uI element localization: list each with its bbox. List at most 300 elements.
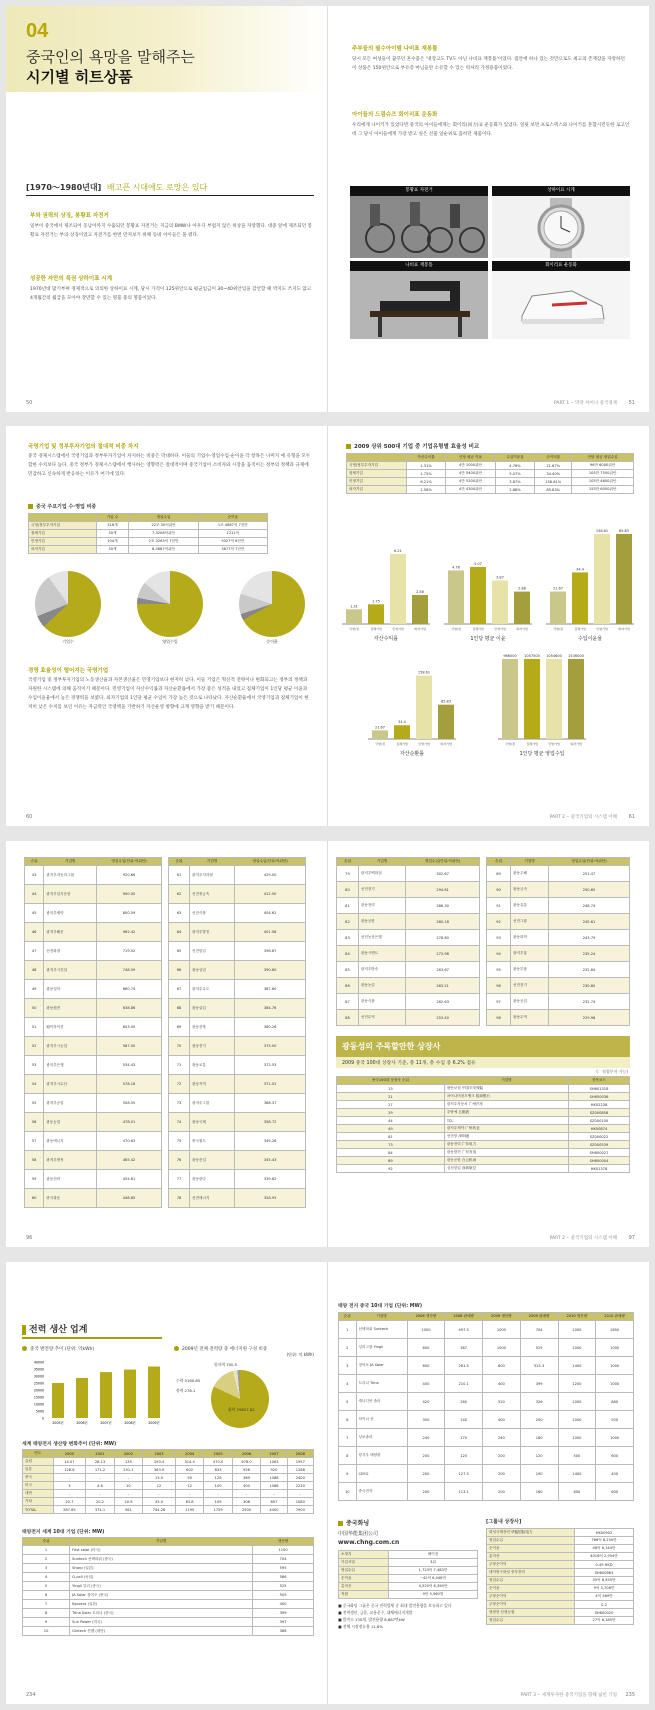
table-row — [339, 1429, 634, 1447]
table-cell: 60 — [25, 1189, 44, 1208]
table-row — [337, 882, 480, 898]
cell: 민영기업 — [347, 478, 407, 486]
table-cell: 74 — [169, 1113, 190, 1132]
table-cell: 4016억 2,954만 — [575, 1553, 634, 1561]
chart-bar — [76, 1378, 88, 1418]
table-cell: 50 — [175, 1474, 203, 1482]
table-cell: 128 — [204, 1474, 232, 1482]
table-cell: 926 — [232, 1466, 260, 1474]
table-row — [339, 1575, 478, 1583]
bar-category-label: 민영기업 — [494, 627, 506, 631]
cell: 국영/정부투자기업 — [347, 462, 407, 470]
chart-bar — [546, 659, 562, 739]
table-row — [23, 1591, 314, 1600]
table-cell: 429.00 — [235, 866, 306, 885]
cell: 4만 1000위안 — [446, 462, 496, 470]
table-cell: 1100 — [253, 1546, 314, 1555]
table-header-cell: 2007 — [261, 1450, 287, 1458]
table-row — [337, 978, 480, 994]
y-tick-label: 5000 — [35, 1409, 44, 1414]
table-cell: 43.0 — [143, 1498, 176, 1506]
cell: 1.31% — [406, 462, 445, 470]
table-row — [23, 1627, 314, 1636]
table-cell: 83 — [337, 930, 359, 946]
section-heading-text: 배고픈 시대에도 로망은 있다 — [106, 183, 208, 192]
table-cell: 7900 — [287, 1506, 313, 1514]
table-cell: Gintech 진톈 (대만) — [70, 1627, 253, 1636]
table-cell: 51 — [25, 1018, 44, 1037]
table-row — [339, 1551, 478, 1559]
table-cell: 89 — [487, 866, 511, 882]
x-tick-label: 2006년 — [76, 1421, 88, 1425]
table-cell: 광저우시건설 — [44, 961, 97, 980]
table-cell: 82 — [337, 914, 359, 930]
table-cell: 광저우그룹 — [189, 1094, 234, 1113]
table-cell: 561 — [114, 1506, 142, 1514]
table-cell: 79 — [337, 866, 359, 882]
cell: 2.88% — [495, 486, 534, 494]
table-cell: 286.30 — [406, 898, 480, 914]
table-cell: 62 — [169, 885, 190, 904]
chart-title: 1인당 평균 영업수입 — [519, 751, 565, 757]
table-cell: 1200 — [558, 1375, 596, 1393]
cell: 105만 4600위안 — [572, 478, 634, 486]
table-cell: 베이징 — [388, 1551, 477, 1559]
table-cell: 57 — [25, 1132, 44, 1151]
bullet-square — [346, 444, 351, 449]
table-cell: 4,520억 8,390만 — [388, 1583, 477, 1591]
bar-category-label: 집체기업 — [526, 742, 538, 746]
cell: 6.21% — [406, 478, 445, 486]
table-cell: 600 — [558, 1483, 596, 1501]
table-cell: 92 — [487, 914, 511, 930]
pie-label-revenue: 영업수입 — [162, 639, 178, 644]
table-cell: 308 — [232, 1498, 260, 1506]
table-cell: 직원 — [339, 1591, 389, 1599]
table-cell: 순이윤 — [487, 1585, 575, 1593]
table-row — [339, 1393, 634, 1411]
bar-value-label: 21.67 — [374, 725, 386, 730]
table-row — [23, 1600, 314, 1609]
table-cell: 90 — [487, 882, 511, 898]
table-cell: 선전무역 — [358, 1010, 405, 1026]
table-ranking-col4 — [486, 857, 630, 1026]
bar-value-label: 34.4 — [398, 720, 406, 725]
th: 영업수입 — [129, 514, 198, 522]
table-cell: 9 — [23, 1618, 70, 1627]
cell: 21.67% — [535, 462, 572, 470]
sub-watch: 성공한 자만의 특권 상하이표 시계 — [30, 276, 113, 282]
table-row — [169, 1056, 306, 1075]
table-subsidiaries — [486, 1528, 634, 1625]
table-header-cell: 2010 판매량 — [596, 1313, 634, 1321]
chart-bar — [594, 534, 610, 624]
table-row — [337, 866, 480, 882]
table-cell: 509 — [253, 1591, 314, 1600]
table-row — [169, 866, 306, 885]
chart-bar — [52, 1383, 64, 1418]
table-row — [169, 1113, 306, 1132]
table-cell: Sun Power (미국) — [70, 1618, 253, 1627]
pie-chart — [137, 571, 203, 637]
table-cell: 기업서열 — [339, 1559, 389, 1567]
table-cell: 69 — [169, 1018, 190, 1037]
table-cell: 선전그룹 — [511, 914, 549, 930]
chart1-title — [22, 1346, 94, 1352]
table-cell: 1 — [339, 1321, 357, 1339]
table-cell: 68 — [169, 999, 190, 1018]
table-cell: 광둥국제 — [189, 1113, 234, 1132]
table-cell: 중국 — [23, 1474, 54, 1482]
table-cell: 81 — [337, 898, 359, 914]
table-cell: 창장항 신형능원 — [487, 1609, 575, 1617]
table-cell: 닝보솔라 — [356, 1429, 407, 1447]
y-tick-label: 25000 — [33, 1381, 44, 1386]
sub-bicycle: 부와 권력의 상징, 봉황표 자전거 — [30, 213, 109, 219]
table-cell: 2400 — [287, 1474, 313, 1482]
chart2-unit: (단위: 억 kWh) — [286, 1352, 314, 1357]
table-cell: 400 — [253, 1600, 314, 1609]
table-row — [23, 1498, 314, 1506]
table-cell: 719.52 — [97, 942, 162, 961]
bar-value-label: 3.87 — [496, 575, 504, 580]
page-number-right: 235 — [625, 1692, 635, 1698]
bar-category-label: 집체기업 — [472, 627, 484, 631]
table-cell: 9만 5,560명 — [388, 1591, 477, 1599]
table-cell: 총자산 — [339, 1583, 389, 1591]
table-cell: 93 — [487, 930, 511, 946]
table-cell: 징아오 JA Solar — [356, 1357, 407, 1375]
table-cell: 86 — [337, 978, 359, 994]
table-cell: 600 — [596, 1483, 634, 1501]
table-row — [339, 1567, 478, 1575]
bar-value-label: 5.07 — [474, 561, 482, 566]
table-cell: 10 — [114, 1482, 142, 1490]
table-cell: 선전식품 — [189, 904, 234, 923]
table-cell: ~42억 6,046만 — [388, 1575, 477, 1583]
table-cell: 120 — [445, 1447, 483, 1465]
table-cell: Q-cell (독일) — [70, 1573, 253, 1582]
table-cell: 광저우자동차 广州汽车 — [444, 1101, 568, 1109]
table-row — [487, 1593, 634, 1601]
table-row — [25, 1170, 162, 1189]
table-cell: 광저우홍 — [511, 946, 549, 962]
table-cell: 1195 — [175, 1506, 203, 1514]
table-cell: 240 — [483, 1429, 521, 1447]
table-cell: 20.7 — [53, 1498, 86, 1506]
table-row — [169, 942, 306, 961]
table-cell: 76 — [169, 1151, 190, 1170]
table-cell: 210.1 — [445, 1375, 483, 1393]
bar-value-label: 1.31 — [350, 604, 358, 609]
table-cell: 500 — [558, 1447, 596, 1465]
bar-category-label: 민영기업 — [418, 742, 430, 746]
table-row — [339, 1321, 634, 1339]
sewing-machine-illustration — [350, 261, 488, 339]
chart-bar — [100, 1372, 112, 1418]
table-cell: 광저우시농업 — [44, 1037, 97, 1056]
page-97 — [328, 841, 649, 1247]
table-cell: 97 — [487, 994, 511, 1010]
table-cell: 880 — [596, 1393, 634, 1411]
table-row — [337, 898, 480, 914]
table-cell: 광둥원전 — [44, 999, 97, 1018]
table-cell: 광둥유통 — [511, 898, 549, 914]
table-cell: 368 — [253, 1627, 314, 1636]
table-cell: 선전항업 — [189, 942, 234, 961]
bar-category-label: 국영/정 — [451, 627, 461, 631]
x-tick-label: 2007년 — [100, 1421, 112, 1425]
page-235 — [328, 1262, 649, 1704]
table-cell: 27 — [337, 1101, 445, 1109]
bar-category-label: 외자기업 — [414, 627, 426, 631]
page-number-left: 234 — [26, 1692, 36, 1698]
table-cell: 1088 — [261, 1474, 287, 1482]
table-cell: 9억 5,708만 — [575, 1585, 634, 1593]
table-cell: 128.6 — [53, 1466, 86, 1474]
table-row — [169, 999, 306, 1018]
sub-sewing: 주부들의 필수아이템 나비표 재봉틀 — [352, 46, 438, 52]
y-tick-label: 40000 — [33, 1360, 44, 1365]
cell: 2.58% — [406, 486, 445, 494]
table-cell: 77 — [169, 1170, 190, 1189]
table-cell: 트리나 Trina — [356, 1375, 407, 1393]
cell: 4만 4300위안 — [446, 486, 496, 494]
table-row — [337, 1085, 630, 1093]
table-cell: 120 — [520, 1447, 558, 1465]
table-cell: 순이윤 — [339, 1575, 389, 1583]
table-row — [25, 961, 162, 980]
table-cell: 우량예 五粮液 — [444, 1109, 568, 1117]
table-cell: 1650 — [596, 1321, 634, 1339]
table-cell: 287.65 — [53, 1506, 86, 1514]
cell: 외자기업 — [29, 546, 97, 554]
table-row — [25, 1151, 162, 1170]
table-cell: CEEG — [356, 1465, 407, 1483]
table-cell: 1000 — [558, 1411, 596, 1429]
table-cell: 367 — [445, 1339, 483, 1357]
cell: 9327억 6천만 — [198, 538, 267, 546]
table-row — [25, 1037, 162, 1056]
y-tick-label: 35000 — [33, 1367, 44, 1372]
table-cell: 200 — [483, 1447, 521, 1465]
table-cell: 578.18 — [97, 1075, 162, 1094]
table-row — [487, 1545, 634, 1553]
table-cell: 광동공항 白云机场 — [444, 1157, 568, 1165]
table-cell: 47 — [25, 942, 44, 961]
table-header-cell: 영업수입(단위:억위안) — [97, 858, 162, 866]
table-cell: 4억 369만 — [575, 1593, 634, 1601]
table-row — [23, 1466, 314, 1474]
table-cell: 광둥광다 — [189, 1170, 234, 1189]
cell: 1211억 — [198, 530, 267, 538]
bullet-item: ■ 발전소 130개, 발전용량 8,887만kW — [338, 1617, 405, 1622]
table-cell: 광둥건축 — [189, 1018, 234, 1037]
table-row — [337, 1117, 630, 1125]
bicycle-illustration — [350, 186, 488, 258]
table-cell: Suntech 선텍파워 (중국) — [70, 1555, 253, 1564]
table-row — [337, 1149, 630, 1157]
table-row — [169, 1094, 306, 1113]
table-header-cell: 기업명 — [358, 858, 405, 866]
table-cell: 400 — [596, 1465, 634, 1483]
bullet-item: ■ 중국화넝 그룹은 중국 전력업체 중 최대 발전용량을 보유하고 있다 — [338, 1603, 452, 1608]
table-cell: 선전항 深圳港 — [444, 1133, 568, 1141]
table-cell: 401.58 — [235, 923, 306, 942]
table-cell: 3 — [339, 1357, 357, 1375]
table-cell: 140 — [445, 1411, 483, 1429]
table-row — [25, 923, 162, 942]
cell: 104개 — [96, 538, 129, 546]
bar-value-label: 21.67 — [552, 586, 564, 591]
table-cell: 대만 — [23, 1490, 54, 1498]
table-cell: 1000 — [407, 1321, 445, 1339]
photo-watch — [492, 186, 630, 258]
page-60 — [6, 426, 327, 826]
table-cell: 250.65 — [549, 882, 630, 898]
chart2-title — [174, 1346, 314, 1358]
table-cell: 470.63 — [97, 1132, 162, 1151]
table-row — [487, 994, 630, 1010]
table-header-cell: 2001 — [86, 1450, 114, 1458]
table-cell: 광저우시수산 — [44, 1075, 97, 1094]
table-cell: 네이멍구화넝 중부전력 — [487, 1569, 575, 1577]
chart-bar — [524, 659, 540, 739]
table-cell: 44 — [337, 1117, 445, 1125]
para-watch: 1970년대 많기부며 경제적으로 의의한 상하이표 시계, 당시 가격이 125위안으로 평균임금이 30~40위안임을 감안할 때 박지도 쓰지도 않고 4개월간의 월급을 모아야 장만할 수 있는 명품 중의 명품이었다. — [30, 287, 312, 301]
table-cell: 263.21 — [406, 978, 480, 994]
table-row — [487, 1601, 634, 1609]
table-cell: 광둥부품 — [511, 962, 549, 978]
table-cell: - — [204, 1490, 232, 1498]
table-cell: 328.55 — [235, 1189, 306, 1208]
table-efficiency — [346, 453, 634, 494]
table-cell: 중국화운 — [44, 1189, 97, 1208]
table-cell: 1000 — [596, 1375, 634, 1393]
table-cell: 10 — [23, 1627, 70, 1636]
th: 인당 평균 영업수입 — [572, 454, 634, 462]
bullet-item: ■ 전체 시장점유율 11.8% — [338, 1624, 383, 1629]
footer-right: PART 1 ‒ 막강 차이나 중국경제 — [553, 401, 617, 406]
table-cell: 6 — [339, 1411, 357, 1429]
subsidiary-title: [그룹내 상장사] — [486, 1519, 522, 1525]
table-cell: 94 — [487, 946, 511, 962]
sub-efficiency: 경영 효율성이 떨어지는 국영기업 — [28, 668, 109, 674]
cell: 민영기업 — [29, 538, 97, 546]
table-cell: 순이윤 — [487, 1545, 575, 1553]
table-cell: 273.98 — [406, 946, 480, 962]
table-cell: 선텍파워 Suntech — [356, 1321, 407, 1339]
table-cell: HK00874 — [569, 1125, 630, 1133]
table-header-cell: 기업명 — [44, 858, 97, 866]
table-cell: 중국철도 — [189, 1132, 234, 1151]
table-cell: 160 — [520, 1483, 558, 1501]
th: 인당 평균 이윤 — [446, 454, 496, 462]
table-row — [23, 1458, 314, 1466]
table-cell: 총자산 — [487, 1553, 575, 1561]
table-cell: 49 — [337, 1125, 445, 1133]
table-cell: 선전전기 — [358, 882, 405, 898]
table-cell: 광저우얼지운항 — [44, 885, 97, 904]
table-cell: 35억 8,555만 — [575, 1577, 634, 1585]
company-title-text: 중국화넝 — [346, 1520, 370, 1527]
table-cell: 49 — [25, 980, 44, 999]
table-row — [337, 1165, 630, 1173]
table-cell: 3 — [23, 1564, 70, 1573]
table-listed — [336, 1076, 630, 1173]
table-cell: 44 — [25, 885, 44, 904]
table-cell: 397 — [253, 1618, 314, 1627]
table-cell: 251.1 — [114, 1466, 142, 1474]
table-cell: 1086 — [261, 1482, 287, 1490]
page-number-left: 50 — [26, 400, 33, 406]
table-cell: 광둥교통 — [189, 1056, 234, 1075]
table-cell: 384.76 — [235, 999, 306, 1018]
table-row — [337, 994, 480, 1010]
table-cell: 광둥주해 — [511, 866, 549, 882]
y-tick-label: 0 — [41, 1416, 44, 1421]
table-row — [169, 1075, 306, 1094]
table-cell: 55 — [25, 1094, 44, 1113]
chart-bar — [416, 676, 432, 739]
table-cell: 91 — [487, 898, 511, 914]
table-cell: 광둥지역 — [189, 1075, 234, 1094]
table3-title: 태양 전지 중국 10대 기업 (단위: MW) — [338, 1304, 423, 1309]
table-cell: 200 — [520, 1411, 558, 1429]
table-row — [25, 999, 162, 1018]
table-cell: 744.26 — [143, 1506, 176, 1514]
company-url[interactable]: www.chng.com.cn — [338, 1539, 400, 1546]
table-cell: JA Solar 징아오 (중국) — [70, 1591, 253, 1600]
page-61 — [328, 426, 649, 826]
pie-label-thermal: 화력 29827.82 — [228, 1407, 255, 1412]
para-bicycle: 일부이 중국에서 제조되어 동남아까지 수출되던 봉황표 자전거는 지금의 BMW나 아우디 부럽지 않은 위상을 자랑했다. 대중 앞에 제조되던 봉황표 자전거는 부의 상징이었고 자전거를 한번 만져보기 위해 동네 아이들은 몰 렸다. — [30, 224, 313, 238]
table-cell: 900.00 — [97, 885, 162, 904]
table-header-cell: 기업명 — [70, 1538, 253, 1546]
table-header-cell: 순위 — [23, 1538, 70, 1546]
bullet-circle — [174, 1346, 179, 1351]
cell: 8,5887억위안 — [129, 546, 198, 554]
table-cell: 캐나디안 솔라 — [356, 1393, 407, 1411]
table-cell: 400 — [483, 1375, 521, 1393]
table-row — [337, 930, 480, 946]
table-cell: 363.9 — [143, 1466, 176, 1474]
table-cell: 600 — [407, 1357, 445, 1375]
table-cell: 800.59 — [97, 904, 162, 923]
cell: 3.87% — [495, 478, 534, 486]
table-row — [337, 1109, 630, 1117]
table-header-cell: 기업명 — [356, 1313, 407, 1321]
table-cell: 380.26 — [235, 1018, 306, 1037]
generation-bar-chart — [22, 1356, 172, 1426]
table-cell: 371.52 — [235, 1075, 306, 1094]
table-cell: 245.61 — [549, 914, 630, 930]
cell: 316개 — [96, 522, 129, 530]
pie-label-wind: 풍력 276.1 — [176, 1388, 196, 1393]
table-ranking-col1 — [24, 857, 162, 1208]
table-cell: 주당순이익 — [487, 1561, 575, 1569]
footer-right: PART 2 ‒ 중국기업의 시스템 이해 — [549, 815, 617, 820]
table-cell: 326 — [520, 1393, 558, 1411]
chart-bar — [616, 534, 632, 624]
table-cell: 235.24 — [549, 946, 630, 962]
table-cell: 1400 — [558, 1357, 596, 1375]
table-row — [337, 946, 480, 962]
table-cell: 광둥화학 — [511, 930, 549, 946]
table-row — [169, 1037, 306, 1056]
photo-sewing-machine — [350, 261, 488, 339]
table-cell: 251.47 — [549, 866, 630, 882]
